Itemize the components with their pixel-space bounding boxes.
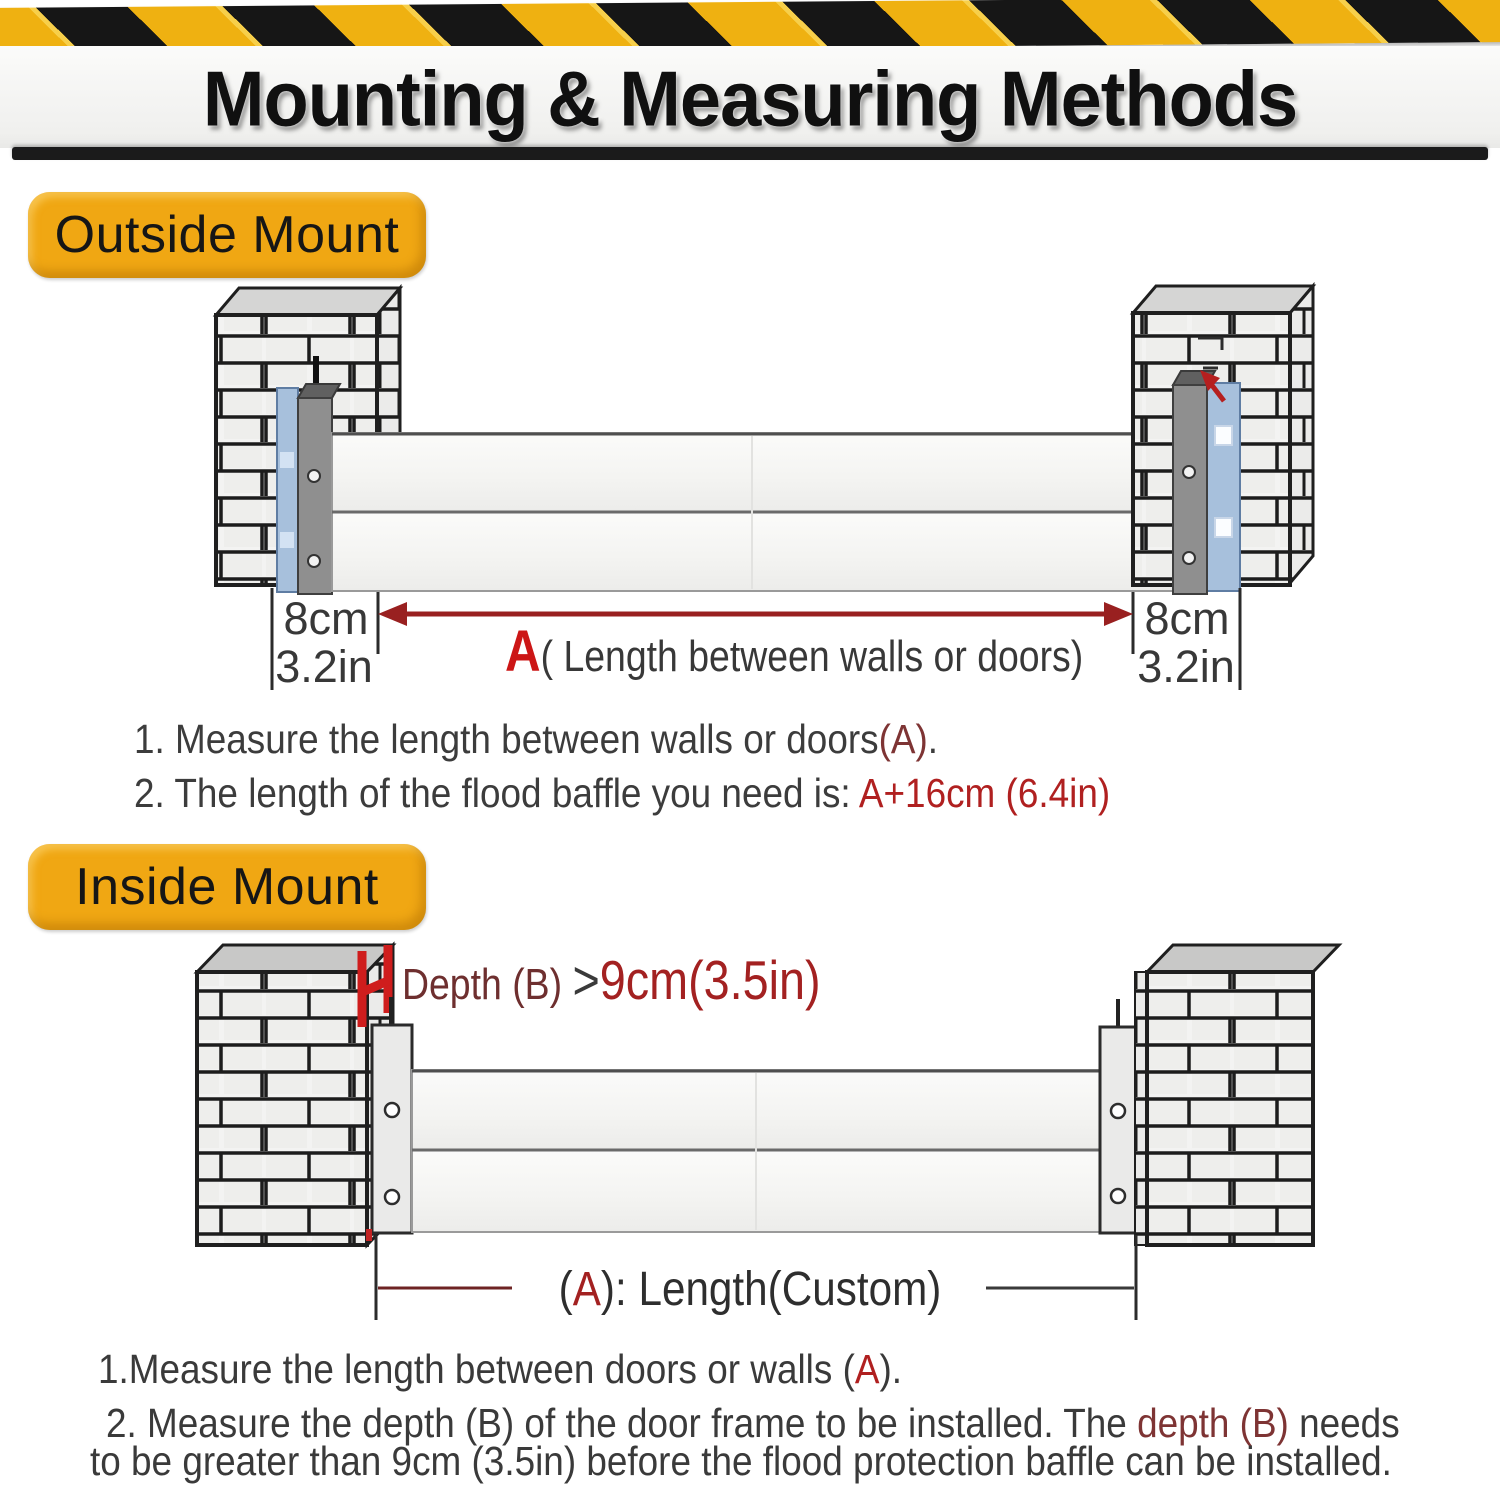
screw-hole [385, 1190, 399, 1204]
screw-hole [1183, 466, 1195, 478]
seal-slot [280, 452, 294, 468]
outside-step-2: 2. The length of the flood baffle you need is: A+16cm (6.4in) [134, 770, 1111, 816]
outside-mount-badge-label: Outside Mount [54, 206, 400, 264]
screw-hole [308, 470, 320, 482]
length-custom-label: (A): Length(Custom) [558, 1263, 942, 1316]
arrowhead-left-icon [378, 602, 407, 626]
length-between-walls-label: A( Length between walls or doors) [505, 619, 1084, 684]
inside-right-brick-pillar [1135, 945, 1339, 1245]
dim-right-in: 3.2in [1137, 641, 1235, 692]
outside-flood-barrier-panels [332, 433, 1173, 591]
seal-slot [280, 532, 294, 548]
outside-step-1: 1. Measure the length between walls or doors(A). [134, 716, 939, 762]
screw-hole [1183, 552, 1195, 564]
screw-hole [1111, 1104, 1125, 1118]
depth-annotation: Depth (B) >9cm(3.5in) [402, 949, 821, 1011]
arrowhead-right-icon [1104, 602, 1133, 626]
inside-step-2-line-2: to be greater than 9cm (3.5in) before the flood protection baffle can be installed. [90, 1438, 1392, 1484]
title-underline [12, 147, 1488, 160]
page-title: Mounting & Measuring Methods [202, 54, 1298, 143]
outside-left-seal-and-bracket [277, 356, 340, 594]
inside-step-2-line-1: 2. Measure the depth (B) of the door frame to be installed. The depth (B) needs [106, 1400, 1400, 1446]
inside-mount-badge [28, 844, 426, 930]
screw-hole [1111, 1189, 1125, 1203]
inside-step-1: 1.Measure the length between doors or walls (A). [98, 1346, 903, 1392]
dim-left-cm: 8cm [283, 593, 369, 644]
dimension-a-letter: A [505, 619, 541, 684]
dim-left-in: 3.2in [275, 641, 373, 692]
inside-mount-badge-label: Inside Mount [75, 858, 379, 916]
inside-flood-barrier-panels [412, 1070, 1100, 1232]
screw-hole [308, 555, 320, 567]
dimension-a-letter: A [572, 1263, 601, 1316]
dim-right-cm: 8cm [1144, 593, 1230, 644]
outside-right-seal-and-bracket [1173, 370, 1240, 594]
seal-slot [1215, 518, 1232, 537]
rubber-seal-right [1207, 383, 1240, 591]
inside-right-channel [1100, 999, 1136, 1233]
rubber-seal-left [277, 388, 298, 592]
screw-hole [385, 1103, 399, 1117]
outside-mount-badge [28, 192, 426, 278]
inside-left-channel [369, 997, 412, 1241]
seal-slot [1215, 426, 1232, 445]
